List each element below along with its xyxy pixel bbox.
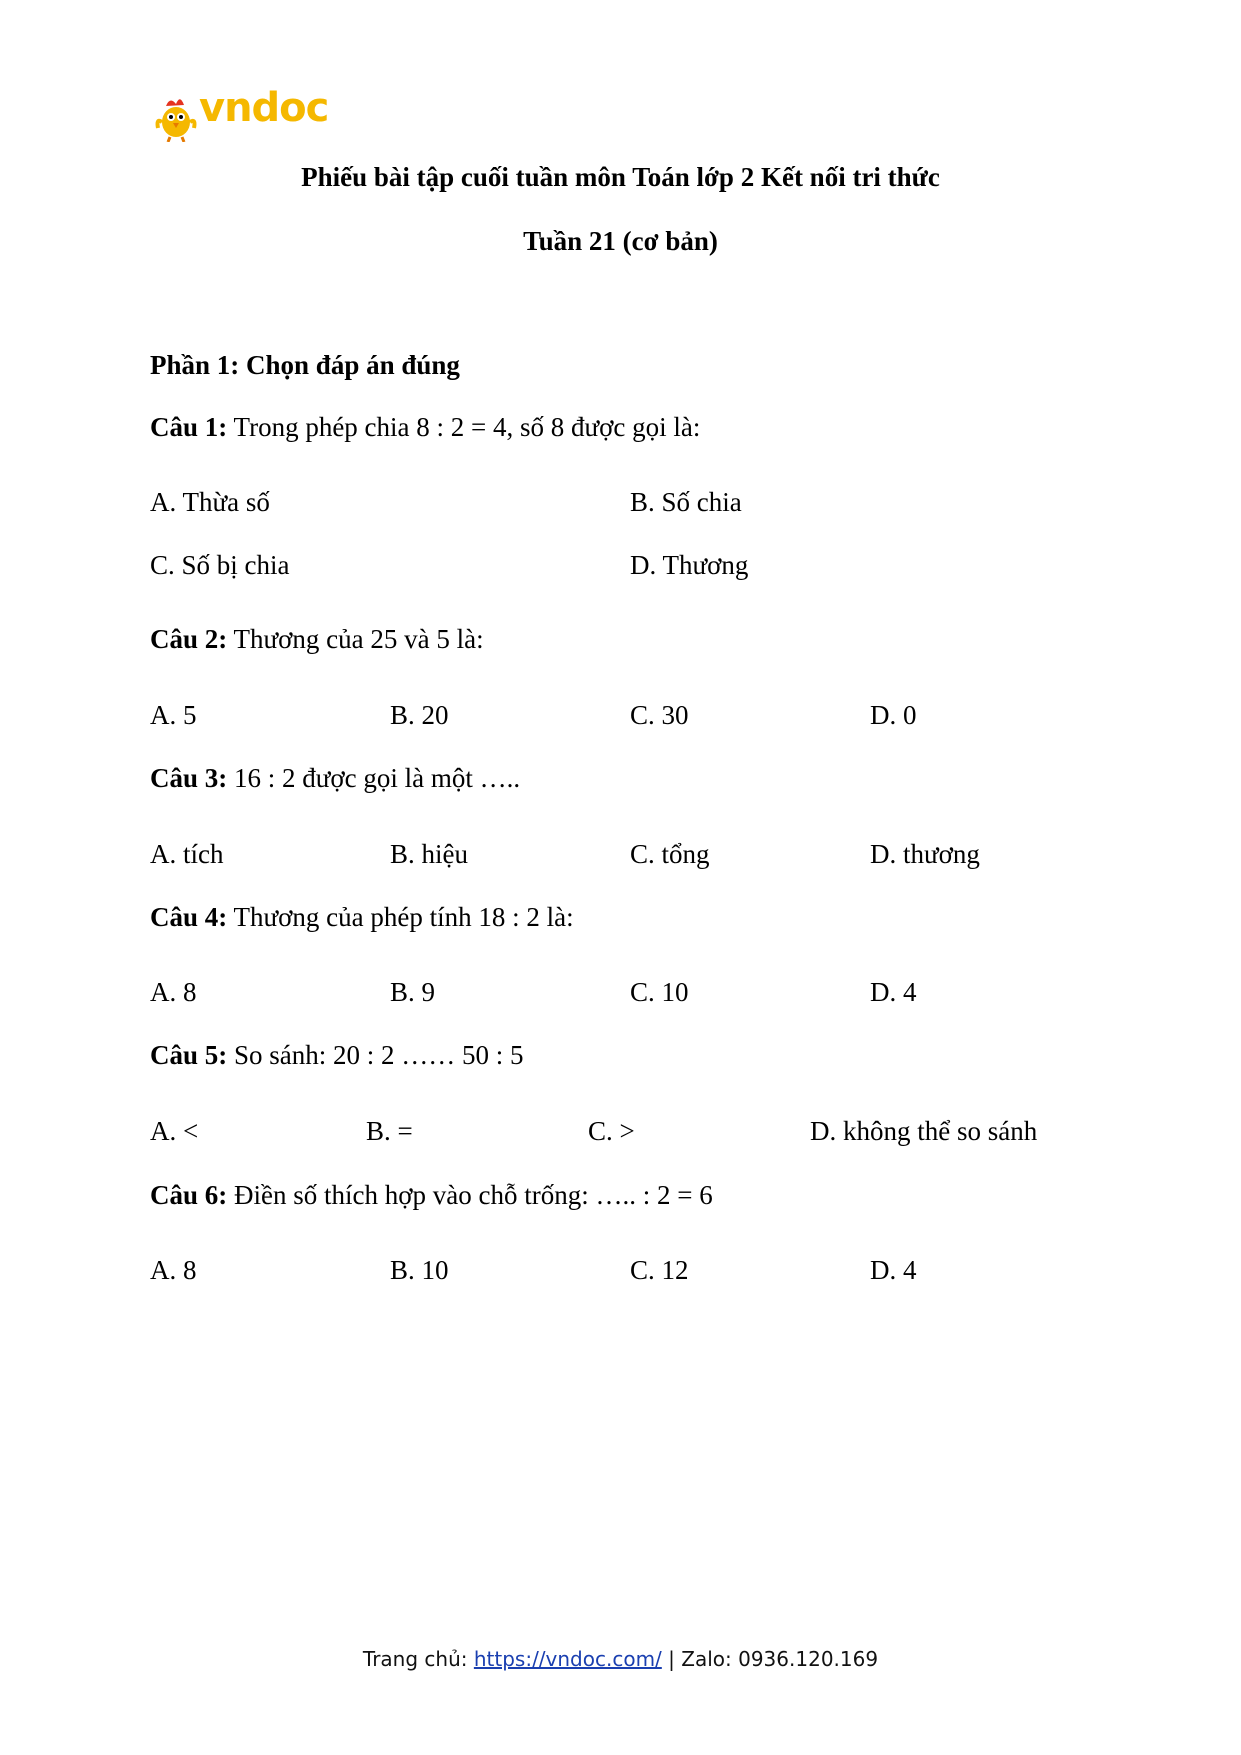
chick-mascot-icon — [154, 94, 198, 142]
page-footer — [0, 1647, 1241, 1671]
option-a: A. Thừa số — [150, 487, 270, 517]
homepage-link[interactable]: https://vndoc.com/ — [473, 1647, 662, 1671]
option-b: B. 10 — [390, 1255, 449, 1285]
question-text: Trong phép chia 8 : 2 = 4, số 8 được gọi là: — [227, 412, 701, 442]
option-a: A. < — [150, 1116, 199, 1146]
question-text: 16 : 2 được gọi là một ….. — [227, 763, 521, 793]
option-d: D. 0 — [870, 700, 917, 730]
option-c: C. 30 — [630, 700, 689, 730]
footer-prefix: Trang chủ: — [362, 1647, 474, 1671]
option-b: B. 9 — [390, 977, 436, 1007]
question-6 — [150, 1180, 713, 1211]
logo-wordmark: vndoc — [199, 85, 329, 131]
option-c: C. Số bị chia — [150, 550, 290, 580]
page-subtitle: Tuần 21 (cơ bản) — [523, 226, 718, 256]
question-text: Thương của phép tính 18 : 2 là: — [227, 902, 574, 932]
question-text: Điền số thích hợp vào chỗ trống: ….. : 2 = 6 — [227, 1180, 713, 1210]
option-c: C. tổng — [630, 839, 710, 869]
option-b: B. Số chia — [630, 487, 742, 517]
option-a: A. 8 — [150, 977, 197, 1007]
question-label: Câu 3: — [150, 763, 228, 793]
option-b: B. = — [366, 1116, 413, 1146]
option-d: D. thương — [870, 839, 980, 869]
option-b: B. hiệu — [390, 839, 468, 869]
question-text: Thương của 25 và 5 là: — [227, 624, 484, 654]
question-3 — [150, 763, 520, 794]
option-d: D. Thương — [630, 550, 749, 580]
question-label: Câu 1: — [150, 412, 228, 442]
section-heading: Phần 1: Chọn đáp án đúng — [150, 350, 460, 380]
footer-contact: | Zalo: 0936.120.169 — [661, 1647, 879, 1671]
option-d: D. không thể so sánh — [810, 1116, 1038, 1146]
option-c: C. > — [588, 1116, 635, 1146]
option-d: D. 4 — [870, 1255, 917, 1285]
question-5 — [150, 1040, 524, 1071]
option-c: C. 10 — [630, 977, 689, 1007]
question-label: Câu 6: — [150, 1180, 228, 1210]
question-label: Câu 4: — [150, 902, 228, 932]
question-2 — [150, 624, 484, 655]
vndoc-logo — [154, 85, 329, 144]
question-label: Câu 2: — [150, 624, 228, 654]
option-a: A. 8 — [150, 1255, 197, 1285]
option-a: A. 5 — [150, 700, 197, 730]
option-a: A. tích — [150, 839, 224, 869]
option-b: B. 20 — [390, 700, 449, 730]
question-label: Câu 5: — [150, 1040, 228, 1070]
question-4 — [150, 902, 574, 933]
question-1 — [150, 412, 700, 443]
page-title: Phiếu bài tập cuối tuần môn Toán lớp 2 Kết nối tri thức — [301, 162, 940, 192]
question-text: So sánh: 20 : 2 …… 50 : 5 — [227, 1040, 524, 1070]
option-d: D. 4 — [870, 977, 917, 1007]
option-c: C. 12 — [630, 1255, 689, 1285]
